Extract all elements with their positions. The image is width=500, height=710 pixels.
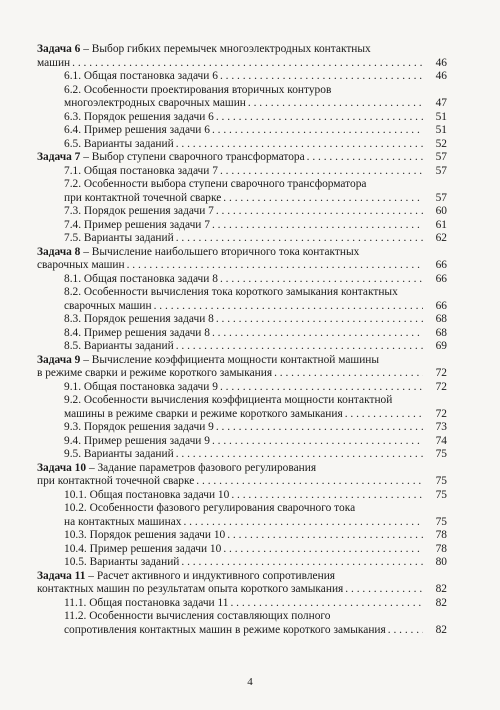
toc-entry-text	[64, 300, 152, 314]
toc-entry-title: многоэлектродных сварочных машин	[64, 97, 246, 109]
dot-leader	[154, 300, 423, 314]
toc-entry-title: на контактных машинах	[64, 515, 182, 528]
dot-leader	[220, 165, 423, 179]
toc-entry-title: – Расчет активного и индуктивного сопротивления	[88, 569, 336, 582]
toc-line	[37, 259, 447, 273]
toc-entry-title: 6.2. Особенности проектирования вторичных контуров	[64, 83, 332, 96]
toc-entry-title: – Вычисление коэффициента мощности контактной машины	[83, 353, 380, 366]
toc-entry-title: сварочных машин	[37, 259, 125, 271]
dot-leader	[345, 408, 423, 422]
toc-entry-title: 7.5. Варианты заданий	[64, 232, 174, 244]
toc-page-number: 47	[435, 97, 447, 109]
toc-entry-text	[64, 111, 214, 125]
toc-subsection-entry	[37, 340, 447, 354]
dot-leader	[216, 313, 423, 327]
toc-line	[64, 435, 447, 449]
toc-subsection-entry	[37, 124, 447, 138]
toc-task-entry	[37, 151, 447, 165]
toc-entry-text	[64, 516, 181, 530]
toc-entry-text	[64, 556, 179, 570]
toc-subsection-entry	[37, 219, 447, 233]
toc-entry-text	[64, 597, 228, 611]
toc-line	[37, 246, 447, 260]
toc-entry-text	[37, 246, 359, 260]
toc-subsection-entry	[37, 84, 447, 111]
toc-entry-text	[64, 138, 174, 152]
toc-line	[64, 502, 447, 516]
toc-entry-text	[64, 394, 392, 408]
toc-line	[64, 219, 447, 233]
toc-entry-title: в режиме сварки и режиме короткого замыкания	[37, 367, 273, 379]
toc-subsection-entry	[37, 313, 447, 327]
toc-entry-title: 10.3. Порядок решения задачи 10	[64, 529, 226, 541]
dot-leader	[196, 475, 423, 489]
toc-entry-title: 8.3. Порядок решения задачи 8	[64, 313, 214, 325]
dot-leader	[220, 273, 423, 287]
toc-entry-text	[64, 192, 221, 206]
toc-entry-text	[64, 340, 174, 354]
toc-page-number: 68	[435, 313, 447, 325]
toc-subsection-entry	[37, 138, 447, 152]
toc-subsection-entry	[37, 489, 447, 503]
toc-entry-text	[64, 502, 355, 516]
toc-page-number: 57	[435, 164, 447, 177]
toc-entry-title: 7.1. Общая постановка задачи 7	[64, 164, 218, 177]
toc-subsection-entry	[37, 448, 447, 462]
toc-subsection-entry	[37, 502, 447, 529]
toc-entry-title: 6.4. Пример решения задачи 6	[64, 124, 210, 136]
task-label: Задача 6	[37, 43, 81, 55]
toc-entry-title: при контактной точечной сварке	[64, 191, 222, 204]
toc-entry-title: контактных машин по результатам опыта короткого замыкания	[37, 583, 344, 595]
toc-entry-text	[64, 97, 246, 111]
toc-entry-title: – Выбор гибких перемычек многоэлектродных контактных	[83, 43, 371, 55]
toc-entry-text	[64, 313, 214, 327]
toc-line	[64, 327, 447, 341]
dot-leader	[230, 597, 423, 611]
toc-entry-title: 9.5. Варианты заданий	[64, 448, 174, 460]
toc-page-number: 51	[435, 110, 447, 123]
toc-entry-title: 7.2. Особенности выбора ступени сварочного трансформатора	[64, 178, 367, 190]
dot-leader	[220, 70, 423, 84]
toc-page-number: 72	[435, 367, 447, 379]
toc-page-number: 72	[435, 380, 447, 393]
task-label: Задача 11	[37, 569, 86, 582]
toc-page-number: 82	[435, 596, 447, 609]
toc-line	[64, 556, 447, 570]
toc-line	[37, 462, 447, 476]
toc-page-number: 66	[435, 259, 447, 271]
task-label: Задача 10	[37, 461, 87, 474]
toc-page-number: 69	[435, 340, 447, 352]
toc-entry-title: машин	[37, 56, 71, 69]
toc-line	[64, 394, 447, 408]
toc-entry-title: 9.1. Общая постановка задачи 9	[64, 380, 218, 393]
toc-subsection-entry	[37, 543, 447, 557]
toc-subsection-entry	[37, 286, 447, 313]
toc-entry-title: 7.3. Порядок решения задачи 7	[64, 205, 214, 217]
toc-entry-text	[37, 570, 335, 584]
dot-leader	[248, 97, 423, 111]
dot-leader	[307, 151, 423, 165]
toc-entry-title: 10.1. Общая постановка задачи 10	[64, 488, 230, 501]
toc-page-number: 78	[435, 529, 447, 541]
toc-line	[64, 408, 447, 422]
toc-entry-text	[64, 205, 214, 219]
toc-entry-title: 8.4. Пример решения задачи 8	[64, 326, 210, 339]
toc-entry-text	[64, 610, 331, 624]
toc-page-number: 72	[435, 407, 447, 420]
toc-subsection-entry	[37, 165, 447, 179]
toc-entry-text	[37, 43, 371, 57]
toc-line	[64, 124, 447, 138]
toc-task-entry	[37, 246, 447, 273]
toc-entry-text	[37, 57, 70, 71]
toc-line	[64, 340, 447, 354]
toc-entry-title: сопротивления контактных машин в режиме короткого замыкания	[64, 623, 386, 636]
toc-page-number: 75	[435, 448, 447, 460]
toc-subsection-entry	[37, 435, 447, 449]
toc-entry-title: при контактной точечной сварке	[37, 475, 195, 487]
toc-entry-text	[64, 408, 343, 422]
toc-subsection-entry	[37, 610, 447, 637]
toc-page-number: 62	[435, 232, 447, 244]
toc-entry-title: 8.1. Общая постановка задачи 8	[64, 272, 218, 285]
toc-entry-text	[37, 354, 379, 368]
toc-line	[64, 273, 447, 287]
toc-page-number: 66	[435, 299, 447, 312]
dot-leader	[345, 583, 423, 597]
toc-line	[64, 192, 447, 206]
toc-entry-title: – Задание параметров фазового регулирования	[88, 461, 317, 474]
toc-entry-title: сварочных машин	[64, 299, 152, 312]
toc-subsection-entry	[37, 232, 447, 246]
toc-subsection-entry	[37, 381, 447, 395]
page-number: 4	[247, 676, 253, 688]
dot-leader	[176, 138, 423, 152]
toc-entry-title: 8.5. Варианты заданий	[64, 340, 174, 352]
toc-page-number: 73	[435, 421, 447, 433]
toc-line	[37, 43, 447, 57]
toc-page-number: 75	[435, 475, 447, 487]
toc-task-entry	[37, 43, 447, 70]
toc-subsection-entry	[37, 421, 447, 435]
toc-line	[64, 489, 447, 503]
toc-line	[64, 97, 447, 111]
toc-entry-text	[37, 367, 272, 381]
toc-subsection-entry	[37, 205, 447, 219]
toc-page-number: 74	[435, 434, 447, 447]
toc-subsection-entry	[37, 178, 447, 205]
toc-entry-text	[37, 462, 316, 476]
dot-leader	[220, 381, 423, 395]
dot-leader	[227, 529, 423, 543]
toc-line	[37, 475, 447, 489]
toc-page-number: 75	[435, 515, 447, 528]
dot-leader	[212, 327, 423, 341]
toc-page-number: 57	[435, 151, 447, 163]
toc-page-number: 52	[435, 137, 447, 150]
toc-entry-text	[64, 165, 218, 179]
toc-line	[64, 84, 447, 98]
toc-entry-text	[64, 448, 174, 462]
toc-line	[37, 354, 447, 368]
toc-entry-text	[37, 259, 125, 273]
dot-leader	[388, 624, 423, 638]
toc-entry-text	[37, 151, 305, 165]
toc-page-number: 82	[435, 583, 447, 595]
dot-leader	[176, 340, 423, 354]
toc-line	[64, 624, 447, 638]
toc-subsection-entry	[37, 394, 447, 421]
toc-entry-text	[64, 124, 210, 138]
toc-page-number: 82	[435, 623, 447, 636]
task-label: Задача 9	[37, 353, 81, 366]
toc-line	[37, 151, 447, 165]
toc-line	[64, 529, 447, 543]
toc-line	[64, 300, 447, 314]
toc-entry-title: 11.1. Общая постановка задачи 11	[64, 596, 229, 609]
toc-entry-title: – Выбор ступени сварочного трансформатора	[83, 151, 305, 163]
toc-entry-title: 10.5. Варианты заданий	[64, 556, 180, 568]
toc-page-number: 51	[435, 124, 447, 136]
toc-entry-text	[64, 70, 218, 84]
toc-line	[64, 313, 447, 327]
dot-leader	[274, 367, 423, 381]
toc-entry-title: 9.4. Пример решения задачи 9	[64, 434, 210, 447]
toc-line	[64, 448, 447, 462]
toc-line	[37, 583, 447, 597]
toc-line	[64, 70, 447, 84]
toc-page-number: 75	[435, 488, 447, 501]
toc-line	[37, 367, 447, 381]
dot-leader	[212, 124, 423, 138]
toc-line	[64, 205, 447, 219]
toc-line	[64, 165, 447, 179]
toc-line	[64, 381, 447, 395]
dot-leader	[216, 111, 423, 125]
toc-subsection-entry	[37, 70, 447, 84]
toc-entry-text	[64, 327, 210, 341]
task-label: Задача 8	[37, 245, 81, 258]
toc-line	[37, 57, 447, 71]
toc-line	[64, 597, 447, 611]
toc-entry-text	[64, 273, 218, 287]
toc-entry-title: 6.1. Общая постановка задачи 6	[64, 70, 218, 82]
toc-entry-title: машины в режиме сварки и режиме короткого замыкания	[64, 407, 343, 420]
toc-page-number: 46	[435, 56, 447, 69]
toc-entry-title: 9.3. Порядок решения задачи 9	[64, 421, 214, 433]
dot-leader	[216, 421, 423, 435]
toc-entry-text	[37, 475, 194, 489]
task-label: Задача 7	[37, 151, 81, 163]
toc-entry-text	[64, 421, 214, 435]
toc-entry-title: 6.3. Порядок решения задачи 6	[64, 110, 214, 123]
toc-line	[37, 570, 447, 584]
dot-leader	[216, 205, 423, 219]
toc-page-number: 68	[435, 326, 447, 339]
toc-entry-text	[64, 543, 221, 557]
dot-leader	[127, 259, 423, 273]
toc-page-number: 46	[435, 70, 447, 82]
toc-page-number: 61	[435, 218, 447, 231]
dot-leader	[72, 57, 423, 71]
toc-entry-text	[64, 219, 210, 233]
dot-leader	[212, 219, 423, 233]
toc-entry-title: 9.2. Особенности вычисления коэффициента мощности контактной	[64, 394, 393, 406]
toc-subsection-entry	[37, 556, 447, 570]
toc-subsection-entry	[37, 327, 447, 341]
toc-line	[64, 516, 447, 530]
toc-line	[64, 138, 447, 152]
dot-leader	[183, 516, 423, 530]
toc-entry-title: 10.4. Пример решения задачи 10	[64, 542, 222, 555]
toc-line	[64, 111, 447, 125]
toc-entry-text	[64, 489, 229, 503]
toc-entry-text	[64, 624, 386, 638]
dot-leader	[223, 192, 423, 206]
toc-entry-text	[64, 529, 225, 543]
toc-line	[64, 232, 447, 246]
toc-subsection-entry	[37, 273, 447, 287]
toc-entry-title: – Вычисление наибольшего вторичного тока контактных	[83, 245, 360, 258]
toc-task-entry	[37, 462, 447, 489]
toc-line	[64, 421, 447, 435]
toc-page-number: 57	[435, 191, 447, 204]
toc-subsection-entry	[37, 111, 447, 125]
toc-entry-text	[64, 286, 398, 300]
toc-subsection-entry	[37, 529, 447, 543]
dot-leader	[181, 556, 423, 570]
toc-entry-title: 8.2. Особенности вычисления тока короткого замыкания контактных	[64, 286, 398, 298]
toc-entry-text	[64, 84, 331, 98]
toc-page-number: 66	[435, 272, 447, 285]
dot-leader	[176, 232, 423, 246]
dot-leader	[223, 543, 423, 557]
toc-entry-title: 7.4. Пример решения задачи 7	[64, 218, 210, 231]
toc-entry-text	[37, 583, 343, 597]
toc-line	[64, 286, 447, 300]
table-of-contents	[37, 43, 447, 637]
toc-subsection-entry	[37, 597, 447, 611]
toc-task-entry	[37, 570, 447, 597]
toc-page-number: 60	[435, 205, 447, 217]
dot-leader	[231, 489, 423, 503]
toc-line	[64, 610, 447, 624]
toc-entry-title: 11.2. Особенности вычисления составляющих полного	[64, 610, 331, 622]
toc-entry-text	[64, 435, 210, 449]
toc-entry-title: 6.5. Варианты заданий	[64, 137, 174, 150]
toc-entry-text	[64, 178, 366, 192]
toc-page-number: 80	[435, 556, 447, 568]
toc-page-number: 78	[435, 542, 447, 555]
toc-line	[64, 543, 447, 557]
toc-entry-text	[64, 232, 174, 246]
dot-leader	[176, 448, 423, 462]
dot-leader	[212, 435, 423, 449]
toc-task-entry	[37, 354, 447, 381]
toc-line	[64, 178, 447, 192]
toc-entry-title: 10.2. Особенности фазового регулирования сварочного тока	[64, 502, 356, 514]
toc-entry-text	[64, 381, 218, 395]
